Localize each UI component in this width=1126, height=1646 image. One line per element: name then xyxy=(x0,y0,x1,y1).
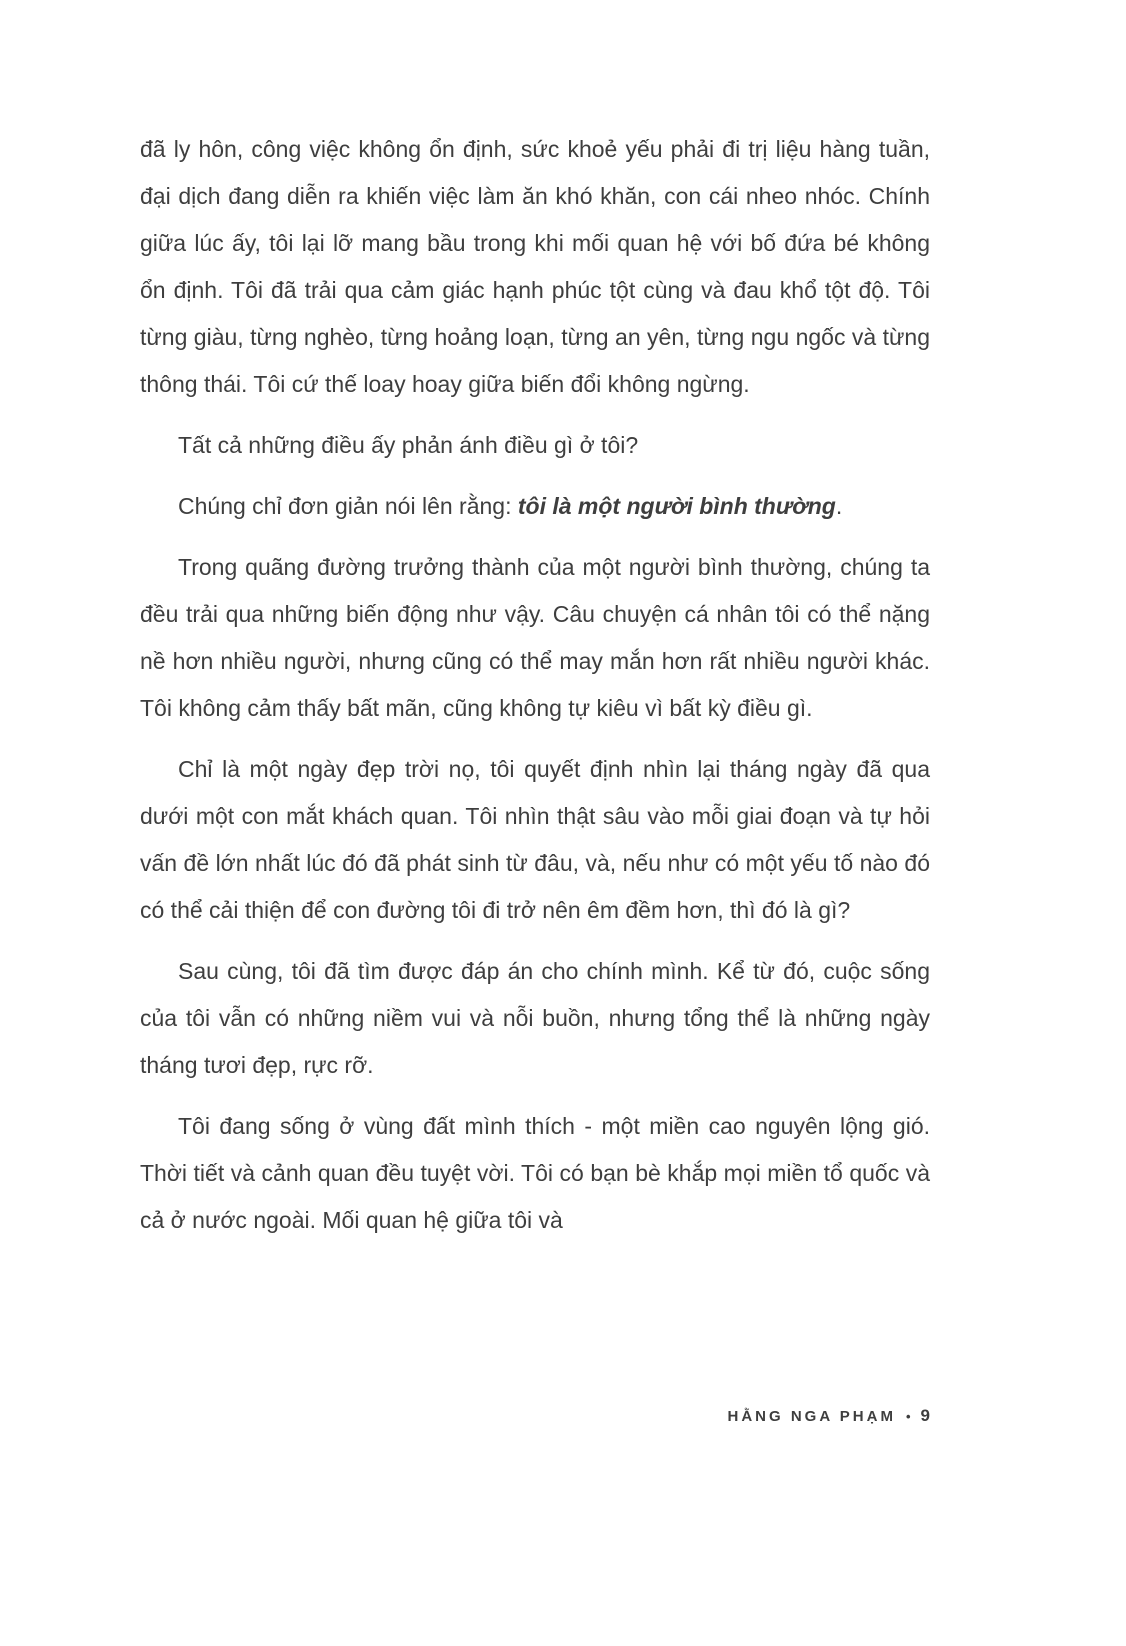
paragraph: Tất cả những điều ấy phản ánh điều gì ở tôi? xyxy=(178,432,639,458)
page-footer xyxy=(728,1406,930,1426)
bullet-separator-icon: • xyxy=(905,1408,911,1424)
paragraph: đã ly hôn, công việc không ổn định, sức khoẻ yếu phải đi trị liệu hàng tuần, đại dịch đang diễn ra khiến việc làm ăn khó khăn, con cái nheo nhóc. Chính giữa lúc ấy, tôi lại lỡ mang bầu trong khi mối quan hệ với bố đứa bé không ổn định. Tôi đã trải qua cảm giác hạnh phúc tột cùng và đau khổ tột độ. Tôi từng giàu, từng nghèo, từng hoảng loạn, từng an yên, từng ngu ngốc và từng thông thái. Tôi cứ thế loay hoay giữa biến đổi không ngừng. xyxy=(140,136,930,397)
paragraph-text: . xyxy=(835,493,843,519)
paragraph: Chỉ là một ngày đẹp trời nọ, tôi quyết định nhìn lại tháng ngày đã qua dưới một con mắt khách quan. Tôi nhìn thật sâu vào mỗi giai đoạn và tự hỏi vấn đề lớn nhất lúc đó đã phát sinh từ đâu, và, nếu như có một yếu tố nào đó có thể cải thiện để con đường tôi đi trở nên êm đềm hơn, thì đó là gì? xyxy=(140,756,930,923)
paragraph xyxy=(140,483,930,530)
paragraph: Tôi đang sống ở vùng đất mình thích - một miền cao nguyên lộng gió. Thời tiết và cảnh quan đều tuyệt vời. Tôi có bạn bè khắp mọi miền tổ quốc và cả ở nước ngoài. Mối quan hệ giữa tôi và xyxy=(140,1113,930,1233)
paragraph: Trong quãng đường trưởng thành của một người bình thường, chúng ta đều trải qua những biến động như vậy. Câu chuyện cá nhân tôi có thể nặng nề hơn nhiều người, nhưng cũng có thể may mắn hơn rất nhiều người khác. Tôi không cảm thấy bất mãn, cũng không tự kiêu vì bất kỳ điều gì. xyxy=(140,554,930,721)
author-name: HẰNG NGA PHẠM xyxy=(727,1407,896,1425)
paragraph-text: Chúng chỉ đơn giản nói lên rằng: xyxy=(178,493,518,519)
page-number: 9 xyxy=(920,1406,930,1425)
emphasized-phrase: tôi là một người bình thường xyxy=(517,493,836,519)
paragraph: Sau cùng, tôi đã tìm được đáp án cho chính mình. Kể từ đó, cuộc sống của tôi vẫn có những niềm vui và nỗi buồn, nhưng tổng thể là những ngày tháng tươi đẹp, rực rỡ. xyxy=(140,958,930,1078)
page-text-block xyxy=(140,126,930,1258)
